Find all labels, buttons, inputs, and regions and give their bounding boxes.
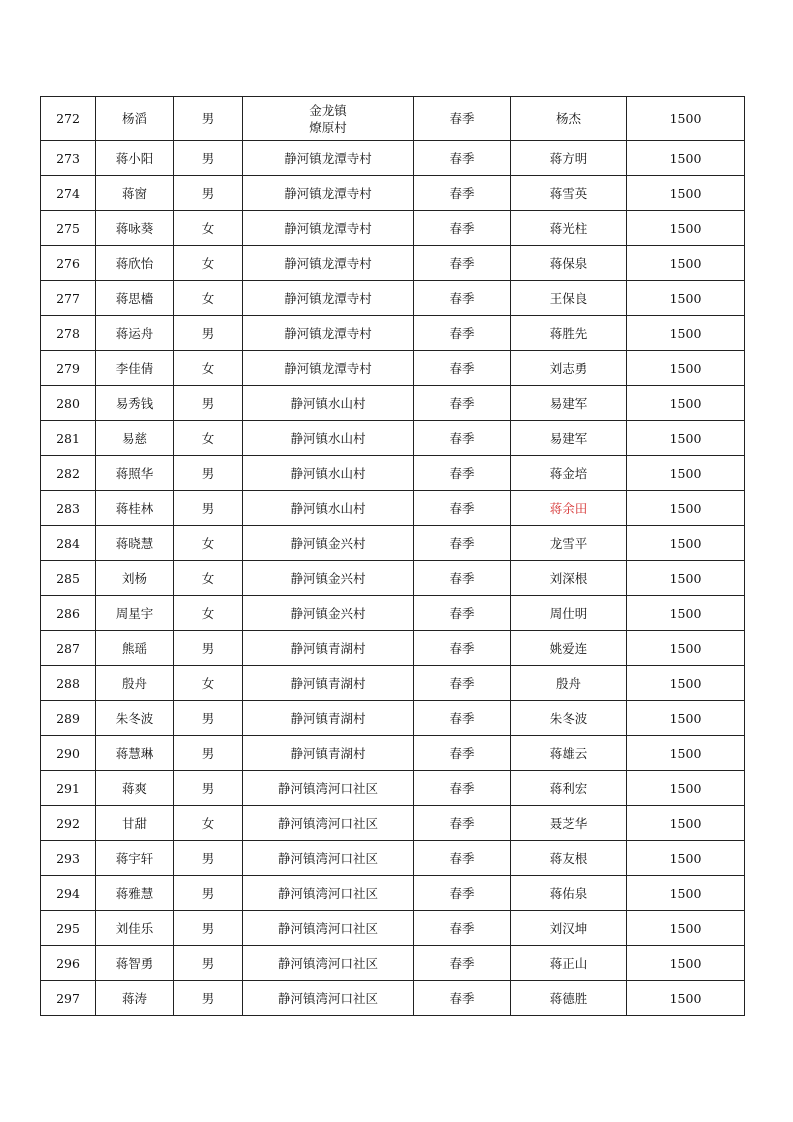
cell-amount: 1500: [627, 596, 745, 631]
table-row: [41, 841, 745, 876]
cell-gender: 男: [174, 316, 243, 351]
cell-season: 春季: [414, 211, 511, 246]
cell-address: [243, 561, 414, 596]
cell-season: 春季: [414, 141, 511, 176]
cell-amount: 1500: [627, 876, 745, 911]
cell-id: 275: [41, 211, 96, 246]
address-line: 静河镇水山村: [290, 500, 366, 516]
cell-season: 春季: [414, 806, 511, 841]
table-row: [41, 876, 745, 911]
cell-id: 290: [41, 736, 96, 771]
cell-gender: 男: [174, 876, 243, 911]
address-line: 静河镇龙潭寺村: [284, 290, 372, 306]
address-line: 静河镇水山村: [290, 465, 366, 481]
cell-guardian: 易建军: [511, 386, 627, 421]
cell-gender: 男: [174, 631, 243, 666]
cell-season: 春季: [414, 491, 511, 526]
cell-name: 刘佳乐: [96, 911, 174, 946]
table-row: [41, 97, 745, 141]
cell-name: 蒋桂林: [96, 491, 174, 526]
cell-address: [243, 211, 414, 246]
cell-amount: 1500: [627, 316, 745, 351]
cell-season: 春季: [414, 561, 511, 596]
address-line: 静河镇湾河口社区: [277, 920, 378, 936]
cell-id: 292: [41, 806, 96, 841]
cell-guardian: 蒋雪英: [511, 176, 627, 211]
cell-address: [243, 596, 414, 631]
cell-amount: 1500: [627, 491, 745, 526]
address-line: 静河镇金兴村: [290, 535, 366, 551]
cell-gender: 男: [174, 701, 243, 736]
cell-address: [243, 141, 414, 176]
table-row: [41, 211, 745, 246]
cell-season: 春季: [414, 771, 511, 806]
address-line: 静河镇水山村: [290, 430, 366, 446]
cell-gender: 女: [174, 211, 243, 246]
table-row: [41, 946, 745, 981]
cell-name: 蒋慧琳: [96, 736, 174, 771]
cell-id: 284: [41, 526, 96, 561]
table-row: [41, 981, 745, 1016]
cell-amount: 1500: [627, 771, 745, 806]
table-row: [41, 666, 745, 701]
cell-id: 281: [41, 421, 96, 456]
cell-amount: 1500: [627, 981, 745, 1016]
cell-season: 春季: [414, 97, 511, 141]
cell-season: 春季: [414, 596, 511, 631]
address-line: 静河镇龙潭寺村: [284, 150, 372, 166]
cell-name: 李佳倩: [96, 351, 174, 386]
address-line: 静河镇青湖村: [290, 710, 366, 726]
cell-address: [243, 946, 414, 981]
cell-season: 春季: [414, 911, 511, 946]
cell-name: 蒋涛: [96, 981, 174, 1016]
cell-gender: 女: [174, 666, 243, 701]
cell-id: 293: [41, 841, 96, 876]
cell-id: 273: [41, 141, 96, 176]
cell-id: 297: [41, 981, 96, 1016]
address-line: 静河镇湾河口社区: [277, 850, 378, 866]
cell-name: 刘杨: [96, 561, 174, 596]
cell-guardian: 周仕明: [511, 596, 627, 631]
cell-guardian: 龙雪平: [511, 526, 627, 561]
cell-guardian: 蒋方明: [511, 141, 627, 176]
address-line: 静河镇湾河口社区: [277, 885, 378, 901]
cell-guardian: 殷舟: [511, 666, 627, 701]
cell-season: 春季: [414, 246, 511, 281]
table-row: [41, 386, 745, 421]
table-row: [41, 351, 745, 386]
address-line: 金龙镇: [309, 102, 347, 118]
cell-season: 春季: [414, 736, 511, 771]
cell-gender: 男: [174, 736, 243, 771]
cell-amount: 1500: [627, 281, 745, 316]
cell-guardian: 蒋光柱: [511, 211, 627, 246]
table-row: [41, 316, 745, 351]
cell-gender: 男: [174, 981, 243, 1016]
cell-id: 272: [41, 97, 96, 141]
cell-address: [243, 806, 414, 841]
cell-amount: 1500: [627, 526, 745, 561]
cell-gender: 女: [174, 421, 243, 456]
cell-season: 春季: [414, 841, 511, 876]
cell-amount: 1500: [627, 141, 745, 176]
cell-guardian: 刘志勇: [511, 351, 627, 386]
cell-address: [243, 421, 414, 456]
table-row: [41, 526, 745, 561]
cell-name: 易慈: [96, 421, 174, 456]
address-line: 静河镇龙潭寺村: [284, 185, 372, 201]
address-line: 静河镇龙潭寺村: [284, 360, 372, 376]
table-row: [41, 141, 745, 176]
cell-guardian: 王保良: [511, 281, 627, 316]
cell-gender: 男: [174, 386, 243, 421]
cell-amount: 1500: [627, 806, 745, 841]
cell-guardian: 蒋德胜: [511, 981, 627, 1016]
table-row: [41, 176, 745, 211]
cell-id: 278: [41, 316, 96, 351]
cell-address: [243, 176, 414, 211]
table-row: [41, 491, 745, 526]
cell-amount: 1500: [627, 736, 745, 771]
cell-id: 285: [41, 561, 96, 596]
cell-id: 289: [41, 701, 96, 736]
cell-guardian: 杨杰: [511, 97, 627, 141]
address-line: 静河镇湾河口社区: [277, 815, 378, 831]
cell-name: 蒋宇轩: [96, 841, 174, 876]
address-line: 燎原村: [309, 119, 347, 135]
cell-gender: 女: [174, 561, 243, 596]
table-row: [41, 771, 745, 806]
table-row: [41, 421, 745, 456]
table-row: [41, 281, 745, 316]
cell-amount: 1500: [627, 841, 745, 876]
cell-id: 280: [41, 386, 96, 421]
cell-name: 蒋爽: [96, 771, 174, 806]
cell-id: 276: [41, 246, 96, 281]
cell-name: 易秀钱: [96, 386, 174, 421]
cell-id: 288: [41, 666, 96, 701]
cell-gender: 男: [174, 176, 243, 211]
cell-address: [243, 456, 414, 491]
cell-address: [243, 876, 414, 911]
cell-id: 295: [41, 911, 96, 946]
cell-guardian: 蒋佑泉: [511, 876, 627, 911]
cell-address: [243, 631, 414, 666]
address-line: 静河镇水山村: [290, 395, 366, 411]
cell-address: [243, 316, 414, 351]
cell-season: 春季: [414, 281, 511, 316]
cell-amount: 1500: [627, 701, 745, 736]
cell-id: 277: [41, 281, 96, 316]
roster-body: [41, 97, 745, 1016]
address-line: 静河镇青湖村: [290, 640, 366, 656]
cell-guardian: 刘汉坤: [511, 911, 627, 946]
cell-name: 蒋照华: [96, 456, 174, 491]
cell-name: 蒋运舟: [96, 316, 174, 351]
cell-amount: 1500: [627, 946, 745, 981]
address-line: 静河镇金兴村: [290, 570, 366, 586]
roster-table: [40, 96, 745, 1016]
cell-address: [243, 97, 414, 141]
cell-id: 294: [41, 876, 96, 911]
cell-amount: 1500: [627, 456, 745, 491]
cell-gender: 女: [174, 281, 243, 316]
table-row: [41, 806, 745, 841]
table-row: [41, 736, 745, 771]
cell-amount: 1500: [627, 211, 745, 246]
cell-id: 287: [41, 631, 96, 666]
cell-name: 蒋小阳: [96, 141, 174, 176]
cell-amount: 1500: [627, 911, 745, 946]
cell-amount: 1500: [627, 97, 745, 141]
address-line: 静河镇龙潭寺村: [284, 325, 372, 341]
cell-gender: 女: [174, 351, 243, 386]
cell-guardian: 聂芝华: [511, 806, 627, 841]
cell-season: 春季: [414, 316, 511, 351]
cell-gender: 男: [174, 491, 243, 526]
cell-guardian: 易建军: [511, 421, 627, 456]
table-row: [41, 911, 745, 946]
cell-address: [243, 491, 414, 526]
cell-season: 春季: [414, 456, 511, 491]
cell-address: [243, 386, 414, 421]
cell-guardian: 蒋雄云: [511, 736, 627, 771]
cell-season: 春季: [414, 981, 511, 1016]
cell-season: 春季: [414, 701, 511, 736]
cell-gender: 男: [174, 911, 243, 946]
cell-address: [243, 841, 414, 876]
cell-season: 春季: [414, 386, 511, 421]
cell-address: [243, 246, 414, 281]
cell-season: 春季: [414, 876, 511, 911]
cell-address: [243, 911, 414, 946]
cell-gender: 女: [174, 246, 243, 281]
cell-name: 蒋智勇: [96, 946, 174, 981]
cell-guardian: 姚爱连: [511, 631, 627, 666]
address-line: 静河镇金兴村: [290, 605, 366, 621]
cell-gender: 男: [174, 841, 243, 876]
cell-guardian: 蒋金培: [511, 456, 627, 491]
cell-address: [243, 736, 414, 771]
cell-name: 杨滔: [96, 97, 174, 141]
table-row: [41, 631, 745, 666]
cell-amount: 1500: [627, 421, 745, 456]
cell-address: [243, 771, 414, 806]
cell-name: 殷舟: [96, 666, 174, 701]
address-line: 静河镇湾河口社区: [277, 780, 378, 796]
cell-guardian: 蒋利宏: [511, 771, 627, 806]
cell-name: 蒋欣怡: [96, 246, 174, 281]
cell-amount: 1500: [627, 386, 745, 421]
table-row: [41, 701, 745, 736]
cell-gender: 女: [174, 596, 243, 631]
cell-season: 春季: [414, 631, 511, 666]
cell-address: [243, 281, 414, 316]
cell-amount: 1500: [627, 666, 745, 701]
cell-season: 春季: [414, 946, 511, 981]
cell-season: 春季: [414, 421, 511, 456]
cell-amount: 1500: [627, 351, 745, 386]
table-row: [41, 246, 745, 281]
cell-guardian: 刘深根: [511, 561, 627, 596]
table-row: [41, 456, 745, 491]
cell-guardian: 蒋友根: [511, 841, 627, 876]
cell-id: 282: [41, 456, 96, 491]
table-row: [41, 596, 745, 631]
cell-id: 286: [41, 596, 96, 631]
cell-season: 春季: [414, 176, 511, 211]
cell-gender: 男: [174, 141, 243, 176]
cell-season: 春季: [414, 351, 511, 386]
cell-gender: 男: [174, 771, 243, 806]
cell-address: [243, 981, 414, 1016]
address-line: 静河镇湾河口社区: [277, 955, 378, 971]
cell-id: 274: [41, 176, 96, 211]
cell-id: 279: [41, 351, 96, 386]
cell-id: 296: [41, 946, 96, 981]
address-line: 静河镇青湖村: [290, 745, 366, 761]
cell-amount: 1500: [627, 246, 745, 281]
address-line: 静河镇湾河口社区: [277, 990, 378, 1006]
cell-name: 蒋窗: [96, 176, 174, 211]
cell-gender: 女: [174, 806, 243, 841]
address-line: 静河镇龙潭寺村: [284, 220, 372, 236]
cell-amount: 1500: [627, 561, 745, 596]
cell-season: 春季: [414, 666, 511, 701]
cell-amount: 1500: [627, 631, 745, 666]
address-line: 静河镇龙潭寺村: [284, 255, 372, 271]
cell-id: 283: [41, 491, 96, 526]
cell-guardian: 朱冬波: [511, 701, 627, 736]
cell-address: [243, 701, 414, 736]
cell-name: 蒋咏葵: [96, 211, 174, 246]
cell-name: 朱冬波: [96, 701, 174, 736]
table-row: [41, 561, 745, 596]
cell-gender: 女: [174, 526, 243, 561]
cell-gender: 男: [174, 456, 243, 491]
cell-guardian: 蒋正山: [511, 946, 627, 981]
cell-name: 蒋思檣: [96, 281, 174, 316]
cell-id: 291: [41, 771, 96, 806]
cell-gender: 男: [174, 97, 243, 141]
cell-address: [243, 526, 414, 561]
cell-name: 甘甜: [96, 806, 174, 841]
cell-season: 春季: [414, 526, 511, 561]
cell-amount: 1500: [627, 176, 745, 211]
cell-name: 蒋雅慧: [96, 876, 174, 911]
cell-guardian: 蒋保泉: [511, 246, 627, 281]
address-line: 静河镇青湖村: [290, 675, 366, 691]
cell-guardian: 蒋余田: [511, 491, 627, 526]
cell-name: 熊瑶: [96, 631, 174, 666]
cell-gender: 男: [174, 946, 243, 981]
cell-name: 蒋晓慧: [96, 526, 174, 561]
cell-name: 周星宇: [96, 596, 174, 631]
cell-guardian: 蒋胜先: [511, 316, 627, 351]
cell-address: [243, 351, 414, 386]
cell-address: [243, 666, 414, 701]
